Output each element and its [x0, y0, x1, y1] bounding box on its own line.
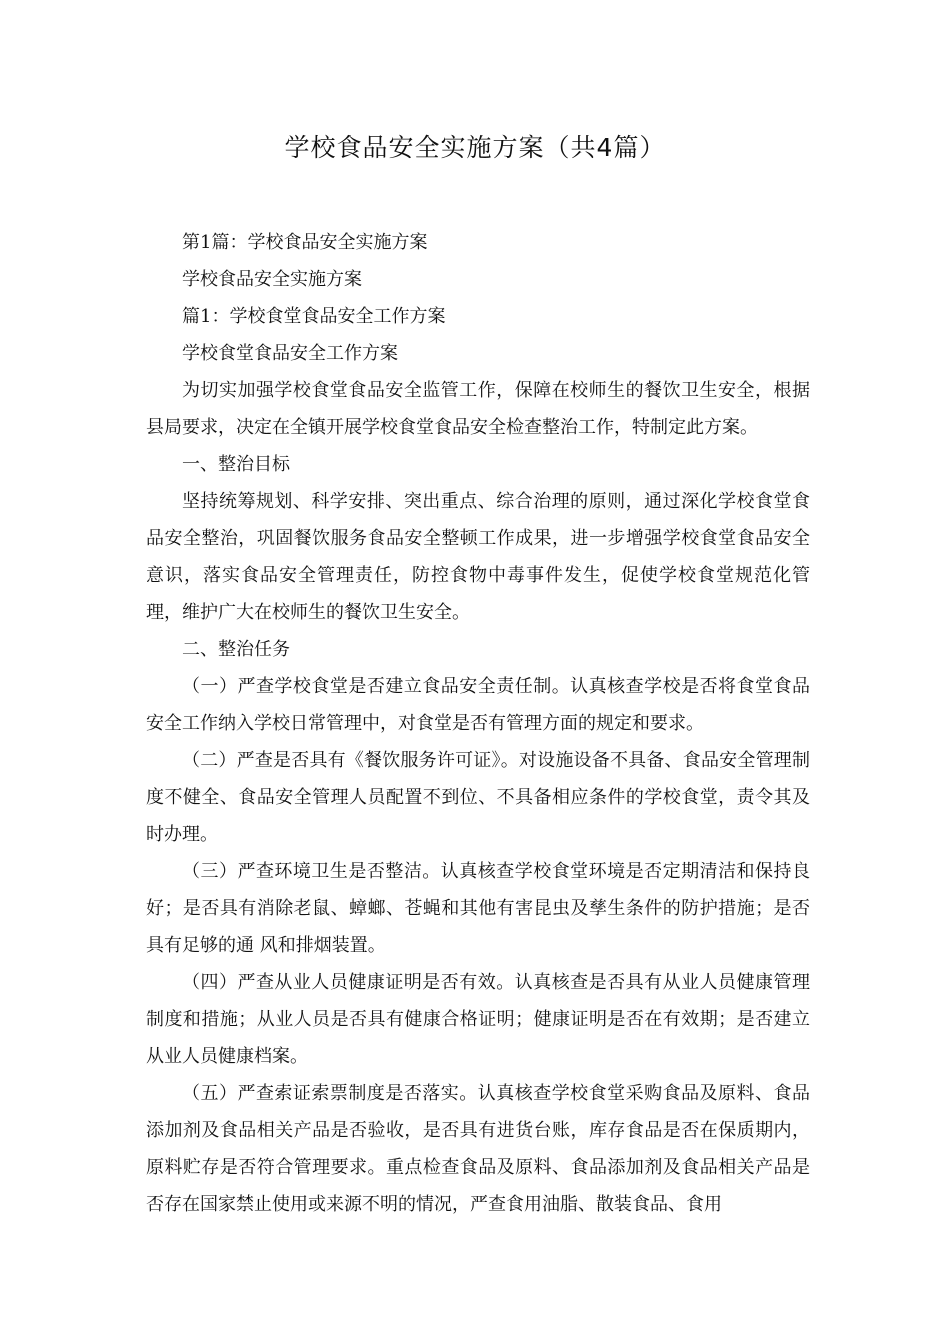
- paragraph: 篇1：学校食堂食品安全工作方案: [182, 306, 446, 327]
- paragraph: 学校食堂食品安全工作方案: [182, 343, 398, 364]
- paragraph: 为切实加强学校食堂食品安全监管工作，保障在校师生的餐饮卫生安全，根据县局要求，决定在全镇开展学校食堂食品安全检查整治工作，特制定此方案。: [146, 380, 810, 438]
- paragraph: （四）严查从业人员健康证明是否有效。认真核查是否具有从业人员健康管理制度和措施；从业人员是否具有健康合格证明；健康证明是否在有效期；是否建立从业人员健康档案。: [146, 972, 810, 1067]
- paragraph: （五）严查索证索票制度是否落实。认真核查学校食堂采购食品及原料、食品添加剂及食品相关产品是否验收，是否具有进货台账，库存食品是否在保质期内，原料贮存是否符合管理要求。重点检查食品及原料、食品添加剂及食品相关产品是否存在国家禁止使用或来源不明的情况，严查食用油脂、散装食品、食用: [146, 1083, 810, 1215]
- section-heading: 二、整治任务: [182, 639, 290, 660]
- paragraph: 学校食品安全实施方案: [182, 269, 362, 290]
- paragraph: 坚持统筹规划、科学安排、突出重点、综合治理的原则，通过深化学校食堂食品安全整治，巩固餐饮服务食品安全整顿工作成果，进一步增强学校食堂食品安全意识，落实食品安全管理责任，防控食物中毒事件发生，促使学校食堂规范化管理，维护广大在校师生的餐饮卫生安全。: [146, 491, 810, 623]
- document-title: 学校食品安全实施方案（共4篇）: [284, 133, 666, 162]
- paragraph: （二）严查是否具有《餐饮服务许可证》。对设施设备不具备、食品安全管理制度不健全、食品安全管理人员配置不到位、不具备相应条件的学校食堂，责令其及时办理。: [146, 750, 810, 845]
- section-heading: 一、整治目标: [182, 454, 290, 475]
- paragraph: （三）严查环境卫生是否整洁。认真核查学校食堂环境是否定期清洁和保持良好；是否具有消除老鼠、蟑螂、苍蝇和其他有害昆虫及孳生条件的防护措施；是否具有足够的通 风和排烟装置。: [146, 861, 810, 956]
- paragraph: 第1篇：学校食品安全实施方案: [182, 232, 428, 253]
- paragraph: （一）严查学校食堂是否建立食品安全责任制。认真核查学校是否将食堂食品安全工作纳入学校日常管理中，对食堂是否有管理方面的规定和要求。: [146, 676, 810, 734]
- document-body: [146, 224, 810, 1223]
